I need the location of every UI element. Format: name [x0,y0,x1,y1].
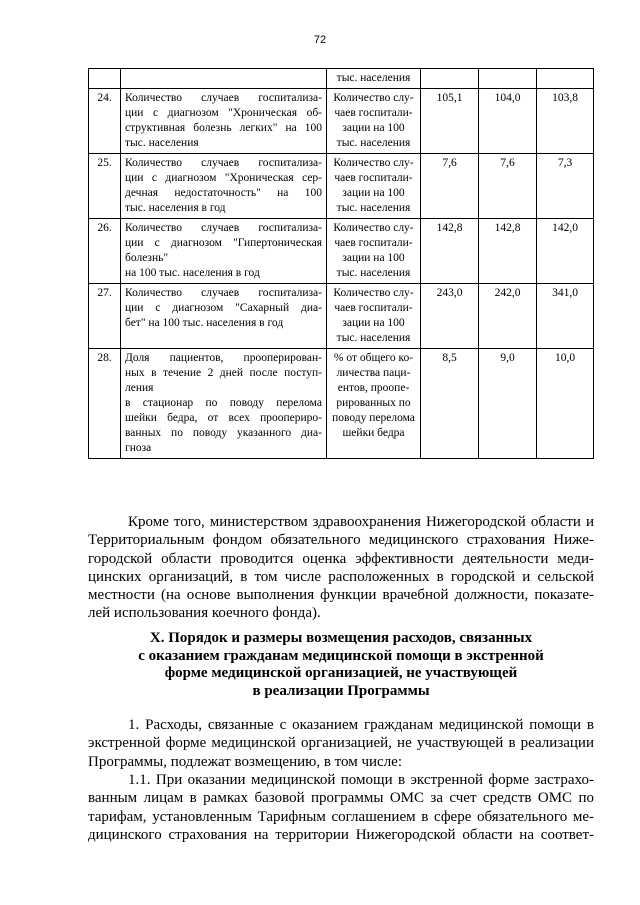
indicator-value: 242,0 [479,284,537,349]
text-line: Программы, подлежат возмещению, в том числе: [88,753,403,770]
heading-line: в реализации Программы [252,682,430,699]
text-line: тарифам, установленным Тарифным соглашением в сфере обязательного ме- [88,808,594,825]
indicator-name-line: Количество случаев госпитализа- [125,222,322,234]
indicator-name-line: ванных по поводу указанного диа- [125,427,322,439]
unit-line: зации на 100 [342,122,405,134]
section-heading [88,630,594,700]
indicator-value: 103,8 [537,89,594,154]
table-row [89,349,594,459]
unit-of-measure [327,154,421,219]
unit-line: Количество слу- [333,157,414,169]
unit-line: тыс. населения [336,72,411,84]
paragraph-emergency-care [88,771,594,844]
text-line: городской области проводится оценка эффективности деятельности меди- [88,550,594,567]
unit-line: чаев госпитали- [334,107,413,119]
indicator-name-line: структивная болезнь легких" на 100 [125,122,322,134]
indicator-name-line: болезнь" [125,252,169,264]
indicator-name-line: Количество случаев госпитализа- [125,92,322,104]
indicator-value: 8,5 [421,349,479,459]
text-line: 1.1. При оказании медицинской помощи в экстренной форме застрахо- [128,772,594,788]
unit-line: Количество слу- [333,92,414,104]
unit-of-measure [327,284,421,349]
indicator-name-line: Количество случаев госпитализа- [125,287,322,299]
heading-line: с оказанием гражданам медицинской помощи в экстренной [138,647,544,664]
table-row [89,69,594,89]
paragraph-evaluation [88,513,594,623]
text-line: дицинского страхования на территории Нижегородской области на соответ- [88,826,594,843]
row-number [89,69,121,89]
indicator-name [121,349,327,459]
indicator-value: 142,8 [479,219,537,284]
unit-line: Количество слу- [333,222,414,234]
unit-line: чаев госпитали- [334,302,413,314]
unit-line: зации на 100 [342,187,405,199]
text-line: цинских организаций, в том числе расположенных в городской и сельской [88,568,594,585]
indicator-name [121,89,327,154]
row-number: 24. [89,89,121,154]
text-line: лей использования коечного фонда). [88,605,321,622]
unit-of-measure [327,349,421,459]
indicator-name [121,284,327,349]
unit-line: рированных по [336,397,411,409]
unit-line: шейки бедра [342,427,405,439]
indicator-name-line: Количество случаев госпитализа- [125,157,322,169]
indicator-value [479,69,537,89]
indicator-name-line: ции с диагнозом "Гипертоническая [125,237,322,249]
table-row [89,154,594,219]
table-row [89,89,594,154]
indicator-name-line: шейки бедра, от всех проопериро- [125,412,322,424]
indicators-table [88,68,594,459]
indicator-value: 142,0 [537,219,594,284]
unit-line: тыс. населения [336,332,411,344]
unit-line: Количество слу- [333,287,414,299]
unit-line: тыс. населения [336,267,411,279]
unit-line: % от общего ко- [333,352,414,364]
indicator-name [121,219,327,284]
indicator-value: 243,0 [421,284,479,349]
text-line: экстренной форме медицинской организацией, не участвующей в реализации [88,735,594,752]
row-number: 26. [89,219,121,284]
unit-line: чаев госпитали- [334,237,413,249]
indicator-value: 7,6 [421,154,479,219]
indicator-name-line: Доля пациентов, прооперирован- [125,352,322,364]
paragraph-expenses [88,716,594,771]
indicator-value: 142,8 [421,219,479,284]
heading-line: X. Порядок и размеры возмещения расходов, связанных [149,630,533,646]
unit-line: чаев госпитали- [334,172,413,184]
unit-line: тыс. населения [336,202,411,214]
row-number: 25. [89,154,121,219]
row-number: 28. [89,349,121,459]
indicator-value: 341,0 [537,284,594,349]
indicator-name-line: ции с диагнозом "Хроническая сер- [125,172,322,184]
page-number: 72 [313,34,327,46]
indicator-value: 9,0 [479,349,537,459]
indicator-name-line: гноза [125,442,152,454]
indicator-value [421,69,479,89]
unit-of-measure [327,219,421,284]
indicator-value: 104,0 [479,89,537,154]
indicator-name-line: в стационар по поводу перелома [125,397,322,409]
heading-line: форме медицинской организацией, не участвующей [164,665,518,681]
table-row [89,219,594,284]
unit-line: зации на 100 [342,252,405,264]
indicator-name [121,154,327,219]
indicator-value: 105,1 [421,89,479,154]
text-line: Территориальным фондом обязательного медицинского страхования Ниже- [88,532,594,549]
indicator-value [537,69,594,89]
indicator-name-line: ции с диагнозом "Хроническая об- [125,107,322,119]
indicator-name-line: ции с диагнозом "Сахарный диа- [125,302,322,314]
indicator-name-line: ления [125,382,154,394]
indicator-value: 7,6 [479,154,537,219]
indicator-name-line: тыс. населения [125,137,199,149]
indicators-table-body [89,69,594,459]
row-number: 27. [89,284,121,349]
unit-line: личества паци- [336,367,411,379]
indicator-name-line: бет" на 100 тыс. населения в год [125,317,284,329]
text-line: 1. Расходы, связанные с оказанием гражданам медицинской помощи в [128,717,594,733]
indicator-name-line: тыс. населения в год [125,202,226,214]
indicator-name [121,69,327,89]
indicator-name-line: ных в течение 2 дней после поступ- [125,367,322,379]
indicator-name-line: на 100 тыс. населения в год [125,267,260,279]
text-line: ванным лицам в рамках базовой программы ОМС за счет средств ОМС по [88,790,594,807]
unit-line: тыс. населения [336,137,411,149]
unit-line: поводу перелома [332,412,415,424]
unit-line: ентов, проопе- [337,382,410,394]
indicator-value: 7,3 [537,154,594,219]
indicator-name-line: дечная недостаточность" на 100 [125,187,322,199]
unit-line: зации на 100 [342,317,405,329]
text-line: Кроме того, министерством здравоохранения Нижегородской области и [128,514,594,530]
unit-of-measure [327,69,421,89]
text-line: местности (на основе выполнения функции врачебной должности, показате- [88,587,594,604]
unit-of-measure [327,89,421,154]
indicator-value: 10,0 [537,349,594,459]
table-row [89,284,594,349]
